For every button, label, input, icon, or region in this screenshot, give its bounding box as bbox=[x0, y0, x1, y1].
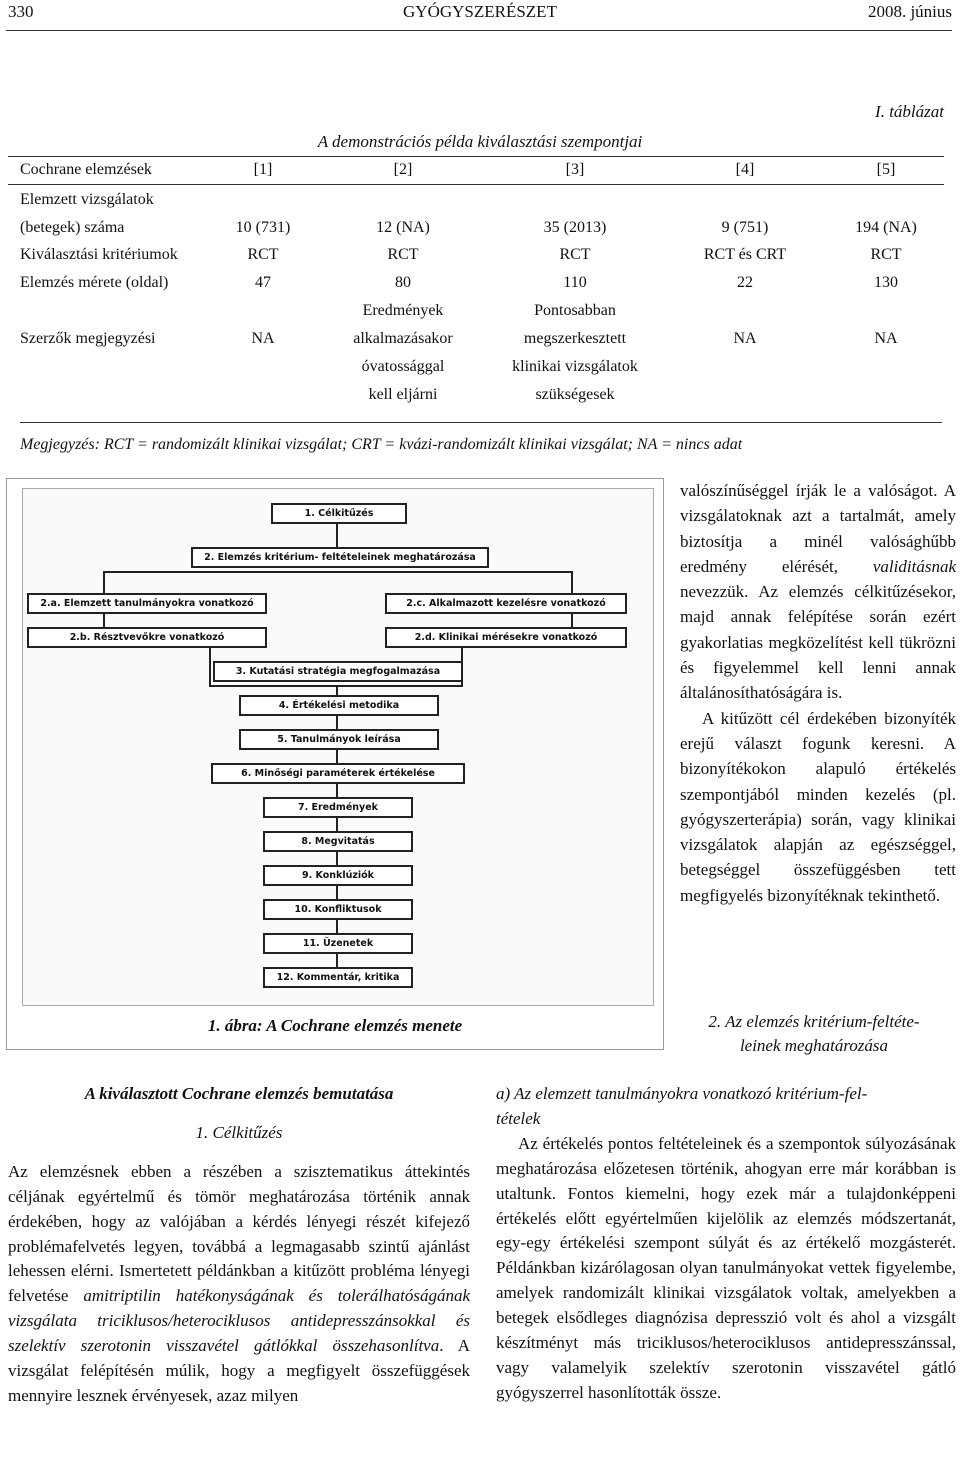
table-cell: 130 bbox=[874, 274, 898, 291]
table-cell: megszerkesztett bbox=[523, 330, 627, 347]
header-rule bbox=[6, 30, 952, 31]
table-bottom-rule bbox=[20, 422, 942, 423]
heading-line: leinek meghatározása bbox=[739, 1036, 889, 1055]
flow-step-10: 10. Konfliktusok bbox=[263, 899, 413, 920]
journal-title: GYÓGYSZERÉSZET bbox=[403, 2, 557, 21]
connector bbox=[209, 645, 211, 687]
connector bbox=[103, 571, 573, 573]
table-number: I. táblázat bbox=[875, 102, 944, 121]
heading-line: a) Az elemzett tanulmányokra vonatkozó kritérium-fel- bbox=[496, 1084, 868, 1103]
flow-step-12: 12. Kommentár, kritika bbox=[263, 967, 413, 988]
table-cell: 10 (731) bbox=[235, 219, 291, 236]
right-bottom-column bbox=[496, 1082, 956, 1406]
table-header-5: [5] bbox=[876, 161, 896, 178]
issue-date: 2008. június bbox=[867, 2, 952, 21]
row-label-studies-1: Elemzett vizsgálatok bbox=[20, 191, 154, 208]
table-cell: RCT és CRT bbox=[703, 246, 787, 263]
table-cell: 47 bbox=[255, 274, 271, 291]
table-title: A demonstrációs példa kiválasztási szempontjai bbox=[317, 132, 643, 151]
table-cell: 12 (NA) bbox=[376, 219, 430, 236]
table-header-label: Cochrane elemzések bbox=[20, 161, 152, 178]
flow-step-2b: 2.b. Résztvevőkre vonatkozó bbox=[27, 627, 267, 648]
text-run-italic: validitásnak bbox=[872, 556, 956, 576]
left-bottom-column bbox=[8, 1082, 470, 1409]
table-cell: szükségesek bbox=[535, 386, 615, 403]
table-header-2: [2] bbox=[393, 161, 413, 178]
subsection-a-heading bbox=[496, 1082, 956, 1132]
paragraph: Az értékelés pontos feltételeinek és a szempontok súlyozásának meghatározása előzetesen történik, ahogyan erre már korábban is utaltunk. Fontos kiemelni, hogy ezek már a tulajdonképpeni értékelés előtt egyértelműen kijelölik az elemzés módszertanát, egy-egy értékelési szempont súlyát és az értékelő mozgásterét. Példánkban kizárólagosan olyan tanulmányokat vettek figyelembe, amelyek randomizált klinikai vizsgálatok voltak, amelyekben a betegek elsődleges diagnózisa depresszió volt és ahol a vizsgált készítményt más triciklusos/heterociklusos antidepresszánssal, vagy valamelyik szelektív szerotonin visszavétel gátló gyógyszerrel hasonlították össze. bbox=[496, 1133, 956, 1402]
flow-step-2a: 2.a. Elemzett tanulmányokra vonatkozó bbox=[27, 593, 267, 614]
table-cell: RCT bbox=[870, 246, 902, 263]
section-2-heading bbox=[676, 1010, 952, 1058]
section-heading: A kiválasztott Cochrane elemzés bemutatása bbox=[84, 1084, 394, 1103]
text-run: nevezzük. Az elemzés célkitűzésekor, majd annak felépítése során ezért gyakorlatias megközelítést kell tükrözni és figyelemmel kell lenni annak általánosíthatóságára is. bbox=[680, 582, 956, 703]
heading-line: tételek bbox=[496, 1108, 541, 1128]
table-cell: RCT bbox=[247, 246, 279, 263]
table-cell: klinikai vizsgálatok bbox=[512, 358, 638, 375]
table-cell: 80 bbox=[395, 274, 411, 291]
flow-step-1: 1. Célkitűzés bbox=[271, 503, 407, 524]
flow-step-7: 7. Eredmények bbox=[263, 797, 413, 818]
page-number: 330 bbox=[8, 2, 34, 21]
text-run: . A vizsgálat felépítésén múlik, hogy a megfigyelt összefüggések mennyire lesznek érvényesek, azaz milyen bbox=[8, 1336, 470, 1405]
text-run: Az elemzésnek ebben a részében a szisztematikus áttekintés céljának egyértelmű és tömör meghatározása történik annak érdekében, hogy az valójában a kérdés lényegi részét kifejező problémafelvetés legyen, továbbá a legmagasabb szintű ajánlást lehessen elérni. Ismertetett példánkban a kitűzött probléma lényegi felvetése bbox=[8, 1161, 470, 1306]
table-cell: NA bbox=[874, 330, 898, 347]
table-header-1: [1] bbox=[253, 161, 273, 178]
right-column-text bbox=[680, 478, 956, 908]
flow-step-9: 9. Konklúziók bbox=[263, 865, 413, 886]
table-cell: NA bbox=[733, 330, 757, 347]
table-cell: alkalmazásakor bbox=[353, 330, 453, 347]
subsection-heading: 1. Célkitűzés bbox=[195, 1122, 283, 1142]
flow-step-6: 6. Minőségi paraméterek értékelése bbox=[211, 763, 465, 784]
flow-step-2: 2. Elemzés kritérium- feltételeinek meghatározása bbox=[191, 547, 489, 568]
table-cell: RCT bbox=[387, 246, 419, 263]
row-label-size: Elemzés mérete (oldal) bbox=[20, 274, 169, 291]
table-cell: Eredmények bbox=[362, 302, 444, 319]
table-cell: RCT bbox=[559, 246, 591, 263]
table-cell: Pontosabban bbox=[534, 302, 616, 319]
table-note: Megjegyzés: RCT = randomizált klinikai vizsgálat; CRT = kvázi-randomizált klinikai vizsgálat; NA = nincs adat bbox=[20, 436, 743, 453]
heading-line: 2. Az elemzés kritérium-feltéte- bbox=[708, 1012, 920, 1031]
row-label-studies-2: (betegek) száma bbox=[20, 219, 125, 236]
flow-step-2d: 2.d. Klinikai mérésekre vonatkozó bbox=[385, 627, 627, 648]
table-cell: óvatossággal bbox=[361, 358, 445, 375]
figure-1-caption: 1. ábra: A Cochrane elemzés menete bbox=[207, 1016, 463, 1035]
table-cell: 35 (2013) bbox=[543, 219, 607, 236]
flow-step-5: 5. Tanulmányok leírása bbox=[239, 729, 439, 750]
row-label-criteria: Kiválasztási kritériumok bbox=[20, 246, 178, 263]
text-run: valószínűséggel írják le a valóságot. A vizsgálatoknak azt a tartalmát, amely biztosítja a minél valósághűbb eredmény elérését, bbox=[680, 481, 956, 576]
table-header-4: [4] bbox=[735, 161, 755, 178]
table-header-3: [3] bbox=[565, 161, 585, 178]
table-cell: 194 (NA) bbox=[855, 219, 917, 236]
paragraph: A kitűzött cél érdekében bizonyíték erejű választ fogunk keresni. A bizonyítékokon alapuló értékelés szempontjából minden kezelés (pl. gyógyszerterápia) során, vagy klinikai vizsgálatok alapján az egészséggel, betegséggel összefüggésben tett megfigyelés bizonyítéknak tekinthető. bbox=[680, 708, 956, 905]
flow-step-3: 3. Kutatási stratégia megfogalmazása bbox=[213, 661, 463, 682]
table-cell: NA bbox=[251, 330, 275, 347]
flow-step-2c: 2.c. Alkalmazott kezelésre vonatkozó bbox=[385, 593, 627, 614]
row-label-notes: Szerzők megjegyzési bbox=[20, 330, 156, 347]
table-cell: 110 bbox=[563, 274, 587, 291]
table-cell: kell eljárni bbox=[368, 386, 438, 403]
connector bbox=[571, 571, 573, 595]
flow-step-4: 4. Értékelési metodika bbox=[239, 695, 439, 716]
table-cell: 22 bbox=[737, 274, 753, 291]
text-run-italic: amitriptilin hatékonyságának és tolerálhatóságának vizsgálata triciklusos/heterociklusos antidepresszánsokkal és szelektív szerotonin visszavétel gátlókkal összehasonlítva bbox=[8, 1286, 470, 1356]
connector bbox=[336, 523, 338, 547]
flow-step-8: 8. Megvitatás bbox=[263, 831, 413, 852]
table-header-rule bbox=[8, 184, 944, 185]
table-cell: 9 (751) bbox=[721, 219, 769, 236]
figure-1-flowchart bbox=[22, 488, 654, 1006]
connector bbox=[103, 571, 105, 595]
table-top-rule bbox=[8, 156, 944, 157]
flow-step-11: 11. Üzenetek bbox=[263, 933, 413, 954]
